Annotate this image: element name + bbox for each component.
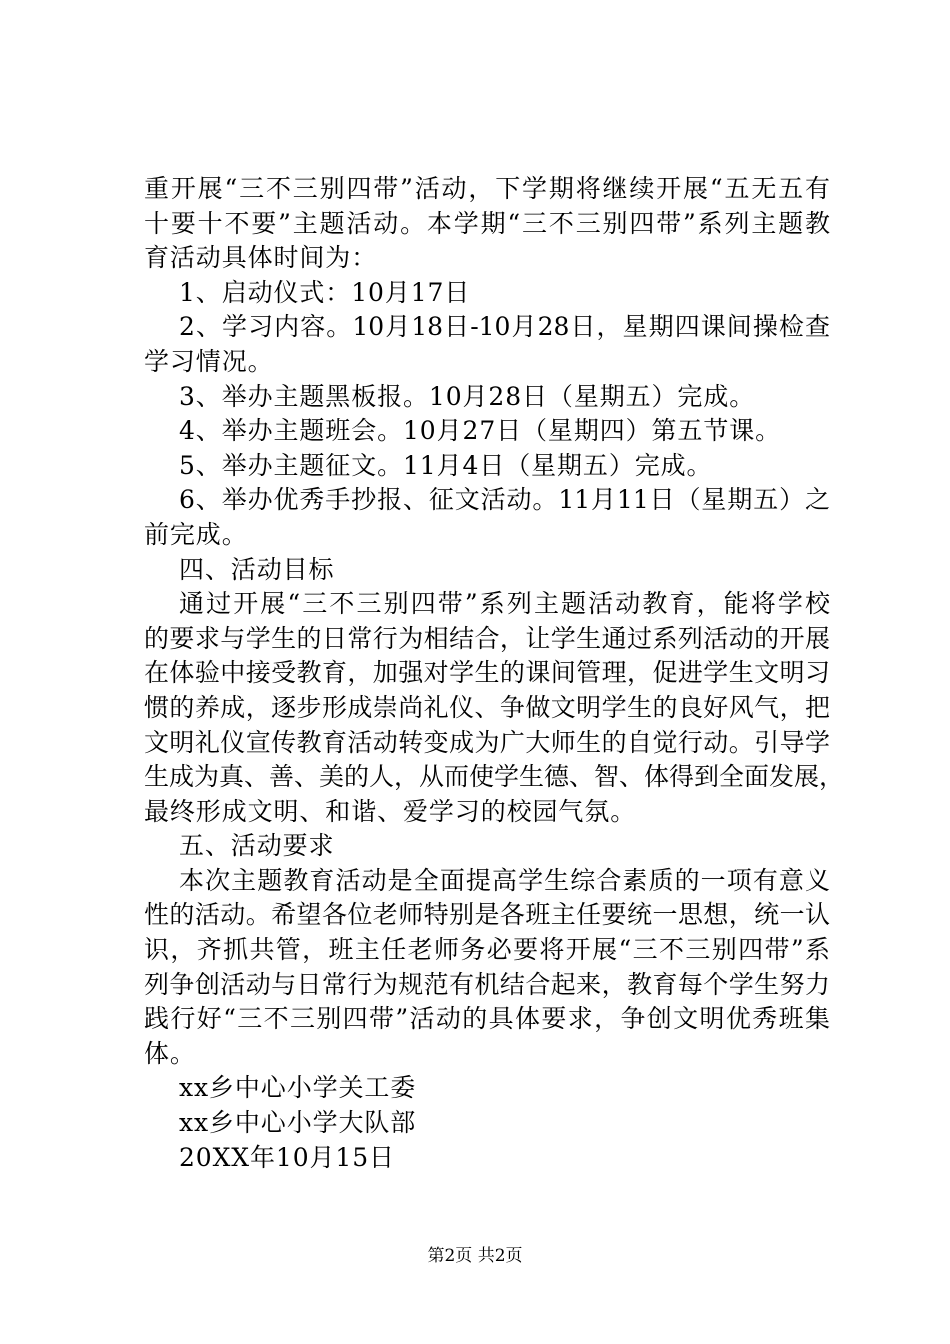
text-line: 四、活动目标 [179,554,335,584]
text-line: 3、举办主题黑板报。10月28日（星期五）完成。 [179,381,756,411]
text-line: 十要十不要”主题活动。本学期“三不三别四带”系列主题教 [144,208,830,238]
text-line: 识，齐抓共管，班主任老师务必要将开展“三不三别四带”系 [144,935,830,965]
text-line: 通过开展“三不三别四带”系列主题活动教育，能将学校 [179,589,830,619]
text-line: 前完成。 [144,519,248,549]
text-line: 体。 [144,1038,196,1068]
page-footer [0,1245,950,1267]
text-line: 列争创活动与日常行为规范有机结合起来，教育每个学生努力 [144,969,830,999]
text-line: 学习情况。 [144,346,274,376]
text-line: 育活动具体时间为： [144,243,378,273]
page-number-label: 第2页 共2页 [427,1246,523,1266]
text-line: 本次主题教育活动是全面提高学生综合素质的一项有意义 [179,865,830,895]
text-line: 在体验中接受教育，加强对学生的课间管理，促进学生文明习 [144,658,830,688]
text-line: xx乡中心小学大队部 [179,1108,417,1138]
text-line: 五、活动要求 [179,831,335,861]
text-line: 重开展“三不三别四带”活动，下学期将继续开展“五无五有 [144,174,830,203]
text-line: 2、学习内容。10月18日-10月28日，星期四课间操检查 [179,312,830,342]
text-line: 1、启动仪式：10月17日 [179,277,471,307]
text-line: 生成为真、善、美的人，从而使学生德、智、体得到全面发展， [144,762,845,792]
text-line: xx乡中心小学关工委 [179,1073,417,1103]
text-line: 6、举办优秀手抄报、征文活动。11月11日（星期五）之 [179,485,830,515]
text-line: 性的活动。希望各位老师特别是各班主任要统一思想，统一认 [144,900,830,930]
text-line: 20XX年10月15日 [179,1142,395,1172]
text-line: 最终形成文明、和谐、爱学习的校园气氛。 [144,796,637,826]
text-line: 惯的养成，逐步形成崇尚礼仪、争做文明学生的良好风气，把 [144,692,830,722]
text-line: 5、举办主题征文。11月4日（星期五）完成。 [179,450,713,480]
text-line: 践行好“三不三别四带”活动的具体要求，争创文明优秀班集 [144,1004,830,1034]
text-line: 4、举办主题班会。10月27日（星期四）第五节课。 [179,416,782,446]
text-line: 的要求与学生的日常行为相结合，让学生通过系列活动的开展 [144,623,830,653]
document-body [144,172,845,1175]
text-line: 文明礼仪宣传教育活动转变成为广大师生的自觉行动。引导学 [144,727,830,757]
